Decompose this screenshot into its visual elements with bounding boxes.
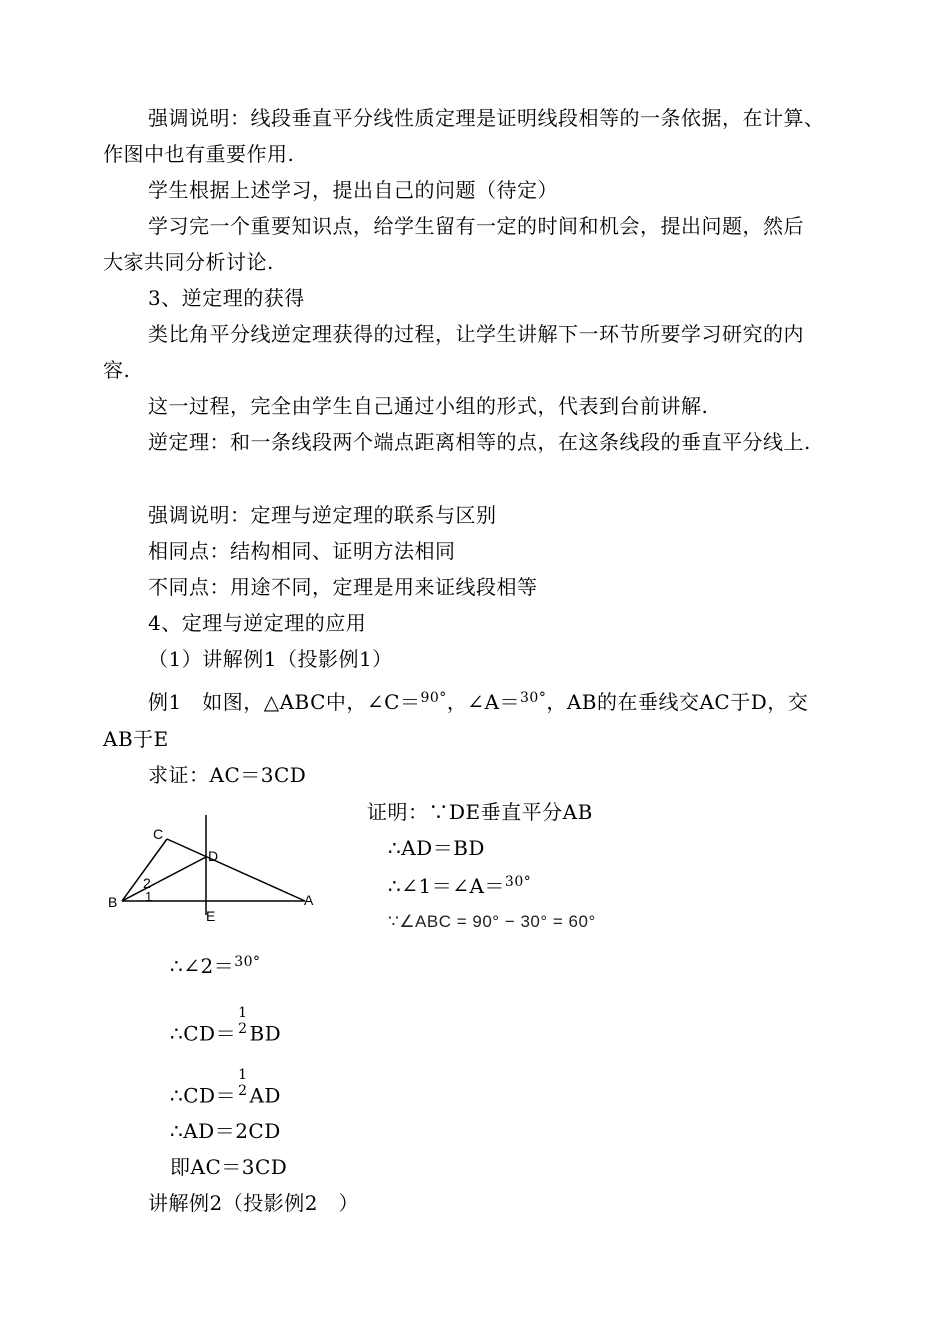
text-line-4: 学习完一个重要知识点，给学生留有一定的时间和机会，提出问题，然后 xyxy=(148,214,804,238)
fraction-one-half xyxy=(238,1005,247,1037)
fraction-denominator: 2 xyxy=(238,1021,248,1037)
text-line-9: 这一过程，完全由学生自己通过小组的形式，代表到台前讲解. xyxy=(148,394,709,418)
converse-theorem-line: 逆定理：和一条线段两个端点距离相等的点，在这条线段的垂直平分线上. xyxy=(148,430,811,454)
proof-line-7 xyxy=(170,1067,281,1113)
text-line-7: 类比角平分线逆定理获得的过程，让学生讲解下一环节所要学习研究的内 xyxy=(148,322,804,346)
label-b: B xyxy=(108,894,118,910)
text-line-12: 相同点：结构相同、证明方法相同 xyxy=(148,539,456,563)
text-line-3: 学生根据上述学习，提出自己的问题（待定） xyxy=(148,178,558,202)
example-1-part-e: ，AB的在垂线交AC于D，交 xyxy=(546,690,809,714)
fraction-denominator: 2 xyxy=(238,1083,248,1099)
text-line-13: 不同点：用途不同，定理是用来证线段相等 xyxy=(148,575,538,599)
text-line-11: 强调说明：定理与逆定理的联系与区别 xyxy=(148,503,497,527)
to-prove-line: 求证：AC＝3CD xyxy=(148,763,307,787)
label-e: E xyxy=(206,908,216,924)
label-d: D xyxy=(208,848,219,864)
proof-line-6-text: ∴CD＝ xyxy=(170,1021,237,1046)
proof-line-4: ∵∠ABC = 90° − 30° = 60° xyxy=(388,912,596,931)
example-2-heading: 讲解例2（投影例2 ） xyxy=(148,1191,359,1215)
label-angle-2: 2 xyxy=(143,875,151,891)
proof-line-8: ∴AD＝2CD xyxy=(170,1119,281,1143)
proof-line-3-angle: 30° xyxy=(504,874,532,890)
angle-c-value: 90° xyxy=(420,690,447,706)
fraction-numerator: 1 xyxy=(238,1005,248,1021)
proof-line-5 xyxy=(170,954,261,981)
segment-bd xyxy=(122,857,206,901)
triangle-figure xyxy=(100,815,340,935)
proof-line-5-text: ∴∠2＝ xyxy=(170,954,235,978)
label-angle-1: 1 xyxy=(145,889,153,904)
proof-line-7-text: ∴CD＝ xyxy=(170,1083,237,1108)
proof-line-3 xyxy=(388,874,531,901)
proof-line-9: 即AC＝3CD xyxy=(170,1155,288,1179)
proof-line-1: 证明：∵DE垂直平分AB xyxy=(367,800,593,824)
example-1-statement xyxy=(148,690,808,717)
proof-line-6-tail: BD xyxy=(249,1021,282,1046)
text-line-17: AB于E xyxy=(103,727,169,751)
example-1-part-a: 例1 如图，△ABC中，∠C＝ xyxy=(148,690,421,714)
proof-line-3-text: ∴∠1＝∠A＝ xyxy=(388,874,505,898)
section-heading-3: 3、逆定理的获得 xyxy=(148,286,305,310)
example-1-part-c: ，∠A＝ xyxy=(446,690,521,714)
label-a: A xyxy=(304,892,314,908)
angle-a-value: 30° xyxy=(520,690,547,706)
proof-line-6 xyxy=(170,1005,282,1051)
text-line-2: 作图中也有重要作用. xyxy=(103,142,295,166)
proof-line-5-angle: 30° xyxy=(234,954,261,970)
text-line-8: 容. xyxy=(103,358,131,382)
section-heading-4: 4、定理与逆定理的应用 xyxy=(148,611,367,635)
fraction-one-half xyxy=(238,1067,247,1099)
side-ca xyxy=(167,839,305,901)
text-line-5: 大家共同分析讨论. xyxy=(103,250,274,274)
example-1-heading: （1）讲解例1（投影例1） xyxy=(148,647,393,671)
fraction-numerator: 1 xyxy=(238,1067,248,1083)
text-line-1: 强调说明：线段垂直平分线性质定理是证明线段相等的一条依据，在计算、 xyxy=(148,106,825,130)
label-c: C xyxy=(153,826,164,842)
proof-line-7-tail: AD xyxy=(249,1083,281,1108)
proof-line-2: ∴AD＝BD xyxy=(388,836,485,860)
